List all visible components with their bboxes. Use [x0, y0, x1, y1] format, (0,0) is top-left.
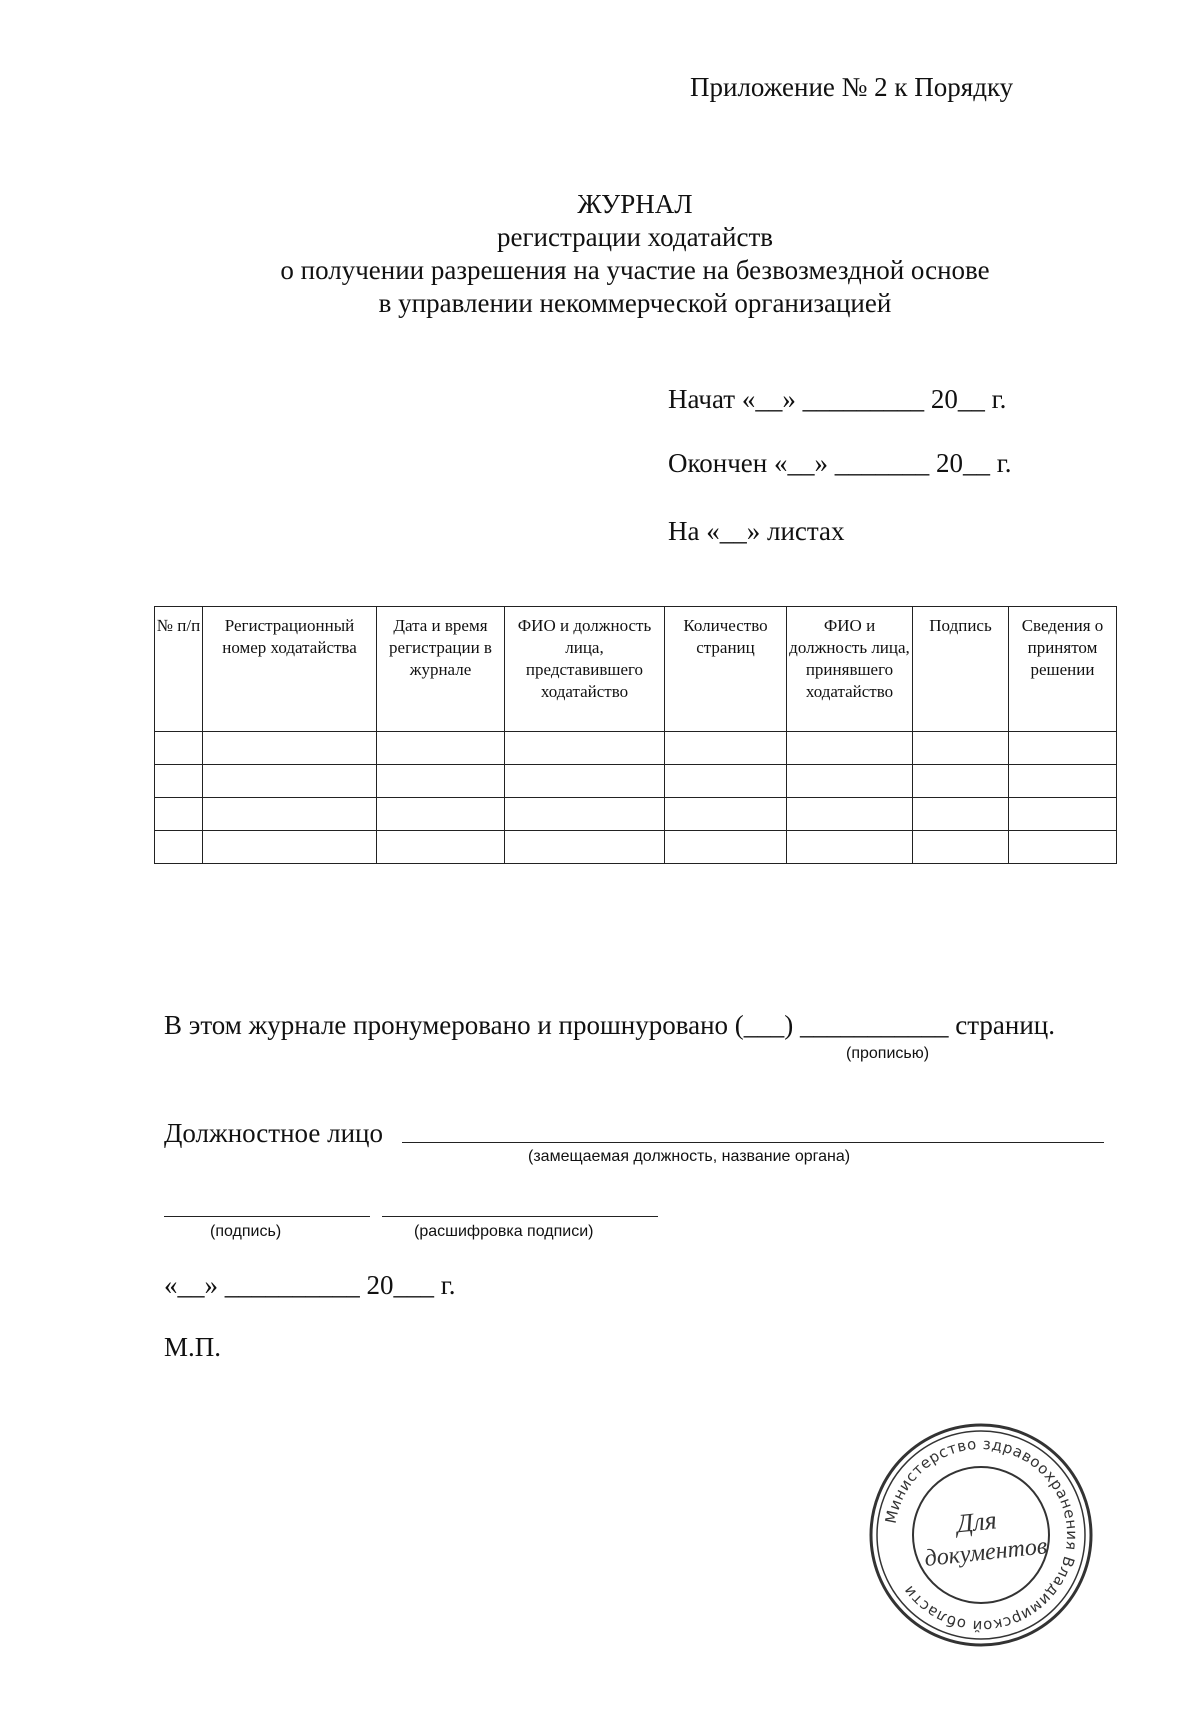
stamp-ring-text: Министерство здравоохранения Владимирской области — [881, 1434, 1082, 1636]
title-line-1: ЖУРНАЛ — [577, 189, 693, 219]
finished-date-field: Окончен «__» _______ 20__ г. — [668, 448, 1012, 478]
table-cell — [377, 798, 505, 831]
table-cell — [913, 798, 1009, 831]
table-cell — [203, 831, 377, 864]
table-cell — [203, 732, 377, 765]
col-header-reg-datetime: Дата и время регистрации в журнале — [377, 607, 505, 732]
caption-position: (замещаемая должность, название органа) — [528, 1148, 851, 1165]
stamp-center-line-1: Для — [955, 1505, 998, 1539]
col-header-number: № п/п — [155, 607, 203, 732]
started-date-field: Начат «__» _________ 20__ г. — [668, 384, 1007, 414]
table-row — [155, 831, 1117, 864]
document-title — [0, 188, 1200, 320]
title-line-2: регистрации ходатайств — [496, 222, 773, 252]
table-cell — [913, 732, 1009, 765]
table-cell — [203, 798, 377, 831]
title-line-3: о получении разрешения на участие на безвозмездной основе — [280, 255, 990, 285]
sheets-count-field: На «__» листах — [668, 516, 845, 546]
col-header-signature: Подпись — [913, 607, 1009, 732]
table-cell — [203, 765, 377, 798]
caption-in-words: (прописью) — [846, 1045, 930, 1062]
signature-decode-line — [382, 1216, 658, 1217]
official-label: Должностное лицо — [164, 1118, 383, 1148]
table-cell — [1009, 732, 1117, 765]
table-cell — [787, 831, 913, 864]
table-cell — [505, 831, 665, 864]
signing-date-field: «__» __________ 20___ г. — [164, 1270, 456, 1300]
seal-place-label: М.П. — [164, 1332, 222, 1362]
table-cell — [665, 798, 787, 831]
table-cell — [155, 798, 203, 831]
table-cell — [665, 765, 787, 798]
signature-line — [164, 1216, 370, 1217]
col-header-submitter: ФИО и должность лица, представившего ходатайство — [505, 607, 665, 732]
official-stamp — [866, 1420, 1096, 1650]
table-cell — [1009, 831, 1117, 864]
col-header-reg-number: Регистрационный номер ходатайства — [203, 607, 377, 732]
title-line-4: в управлении некоммерческой организацией — [378, 288, 892, 318]
table-cell — [1009, 798, 1117, 831]
table-cell — [155, 831, 203, 864]
table-cell — [505, 798, 665, 831]
caption-signature-decode: (расшифровка подписи) — [414, 1223, 594, 1240]
table-header-row — [155, 607, 1117, 732]
table-cell — [787, 732, 913, 765]
table-cell — [377, 765, 505, 798]
table-cell — [787, 765, 913, 798]
col-header-decision: Сведения о принятом решении — [1009, 607, 1117, 732]
table-cell — [377, 732, 505, 765]
table-cell — [505, 765, 665, 798]
stamp-center-line-2: документов — [923, 1533, 1049, 1572]
table-row — [155, 732, 1117, 765]
certification-line: В этом журнале пронумеровано и прошнуровано (___) ___________ страниц. — [164, 1010, 1055, 1040]
table-cell — [155, 732, 203, 765]
col-header-page-count: Количество страниц — [665, 607, 787, 732]
table-cell — [665, 732, 787, 765]
table-cell — [913, 765, 1009, 798]
table-cell — [377, 831, 505, 864]
table-cell — [505, 732, 665, 765]
journal-table — [154, 606, 1117, 864]
table-row — [155, 765, 1117, 798]
caption-signature: (подпись) — [210, 1223, 282, 1240]
official-position-line — [402, 1142, 1104, 1143]
table-cell — [665, 831, 787, 864]
table-cell — [913, 831, 1009, 864]
table-cell — [787, 798, 913, 831]
appendix-reference: Приложение № 2 к Порядку — [690, 72, 1014, 102]
table-row — [155, 798, 1117, 831]
col-header-receiver: ФИО и должность лица, принявшего ходатайство — [787, 607, 913, 732]
table-cell — [155, 765, 203, 798]
table-cell — [1009, 765, 1117, 798]
